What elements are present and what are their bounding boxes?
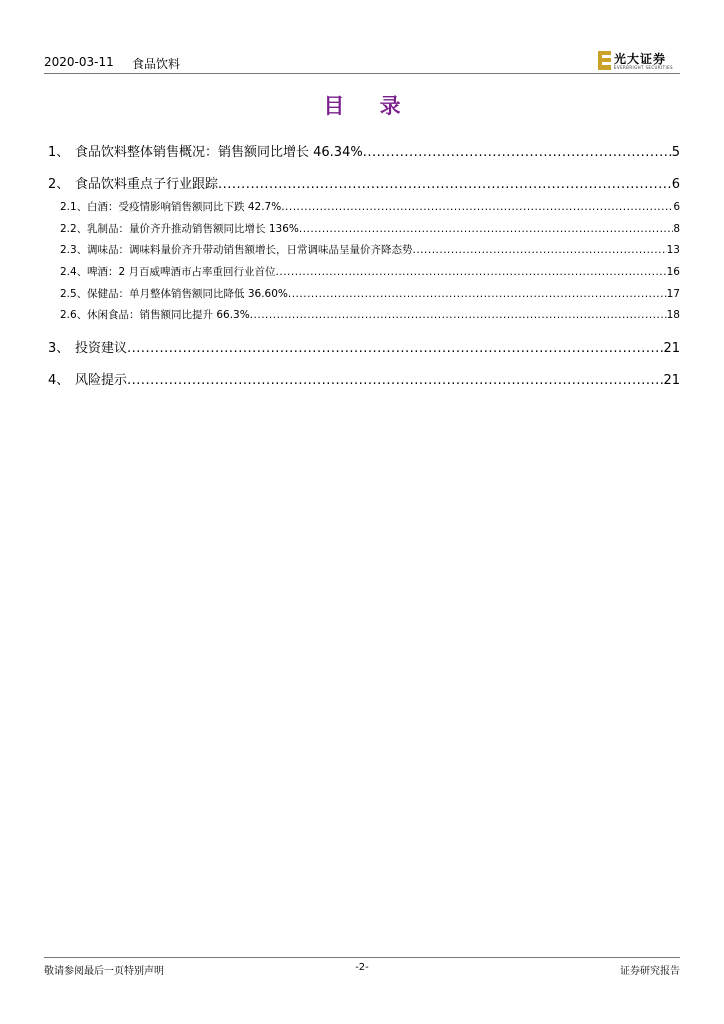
toc-subentry[interactable] [48, 221, 680, 236]
footer-disclaimer-note: 敬请参阅最后一页特别声明 [44, 966, 164, 977]
toc-entry-page: 8 [673, 223, 680, 235]
toc-entry-page: 5 [671, 145, 680, 160]
toc-entry-title: 乳制品：量价齐升推动销售额同比增长 136% [87, 223, 299, 235]
toc-entry-number: 2.6、 [60, 309, 88, 321]
toc-entry-number: 2、 [48, 177, 70, 192]
toc-leader-dots [299, 223, 673, 235]
toc-entry[interactable] [48, 173, 680, 192]
toc-entry-number: 3、 [48, 341, 70, 356]
toc-leader-dots [127, 373, 663, 388]
toc-leader-dots [218, 177, 672, 192]
toc-entry-number: 1、 [48, 145, 70, 160]
logo-e-mark-icon [598, 51, 611, 70]
toc-entry-number: 2.4、 [60, 266, 88, 278]
toc-entry-page: 17 [666, 288, 680, 300]
logo-chinese-name: 光大证券 [614, 52, 667, 66]
toc-entry[interactable] [48, 141, 680, 160]
toc-leader-dots [281, 201, 673, 213]
toc-entry-title: 风险提示 [75, 373, 128, 388]
page-header [44, 50, 680, 74]
toc-entry-page: 16 [666, 266, 680, 278]
toc-entry-title: 食品饮料重点子行业跟踪 [75, 177, 219, 192]
toc-leader-dots [127, 341, 663, 356]
logo-english-name: EVERBRIGHT SECURITIES [614, 65, 673, 70]
header-divider [44, 73, 680, 74]
toc-entry-page: 6 [671, 177, 680, 192]
toc-entry-page: 21 [663, 341, 680, 356]
toc-entry-page: 6 [673, 201, 680, 213]
toc-leader-dots [363, 145, 672, 160]
toc-entry-title: 保健品：单月整体销售额同比降低 36.60% [87, 288, 288, 300]
toc-subentry[interactable] [48, 264, 680, 279]
toc-leader-dots [276, 266, 667, 278]
page-footer [44, 962, 680, 976]
toc-title: 目 录 [323, 94, 415, 118]
toc-entry-number: 2.3、 [60, 244, 88, 256]
toc-entry-number: 4、 [48, 373, 70, 388]
toc-entry-title: 食品饮料整体销售概况：销售额同比增长 46.34% [75, 145, 363, 160]
toc-entry-number: 2.5、 [60, 288, 88, 300]
toc-entry-page: 13 [666, 244, 680, 256]
toc-entry[interactable] [48, 369, 680, 388]
footer-report-type: 证券研究报告 [620, 966, 680, 977]
toc-entry-title: 调味品：调味料量价齐升带动销售额增长，日常调味品呈量价齐降态势 [87, 244, 413, 256]
toc-entry-page: 21 [663, 373, 680, 388]
toc-entry-number: 2.1、 [60, 201, 88, 213]
toc-leader-dots [413, 244, 667, 256]
toc-entry-title: 投资建议 [75, 341, 128, 356]
page-number: -2- [355, 962, 369, 973]
toc-entry[interactable] [48, 337, 680, 356]
toc-entry-title: 啤酒：2 月百威啤酒市占率重回行业首位 [87, 266, 276, 278]
toc-entry-title: 白酒：受疫情影响销售额同比下跌 42.7% [87, 201, 282, 213]
footer-divider [44, 957, 680, 958]
toc-subentry[interactable] [48, 307, 680, 322]
toc-entry-page: 18 [666, 309, 680, 321]
toc-subentry[interactable] [48, 242, 680, 257]
company-logo [598, 50, 678, 72]
toc-subentry[interactable] [48, 199, 680, 214]
toc-leader-dots [288, 288, 667, 300]
toc-entry-number: 2.2、 [60, 223, 88, 235]
toc-entry-title: 休闲食品：销售额同比提升 66.3% [87, 309, 250, 321]
toc-leader-dots [250, 309, 667, 321]
toc-subentry[interactable] [48, 286, 680, 301]
report-date: 2020-03-11 [44, 55, 114, 69]
report-category: 食品饮料 [132, 57, 181, 71]
